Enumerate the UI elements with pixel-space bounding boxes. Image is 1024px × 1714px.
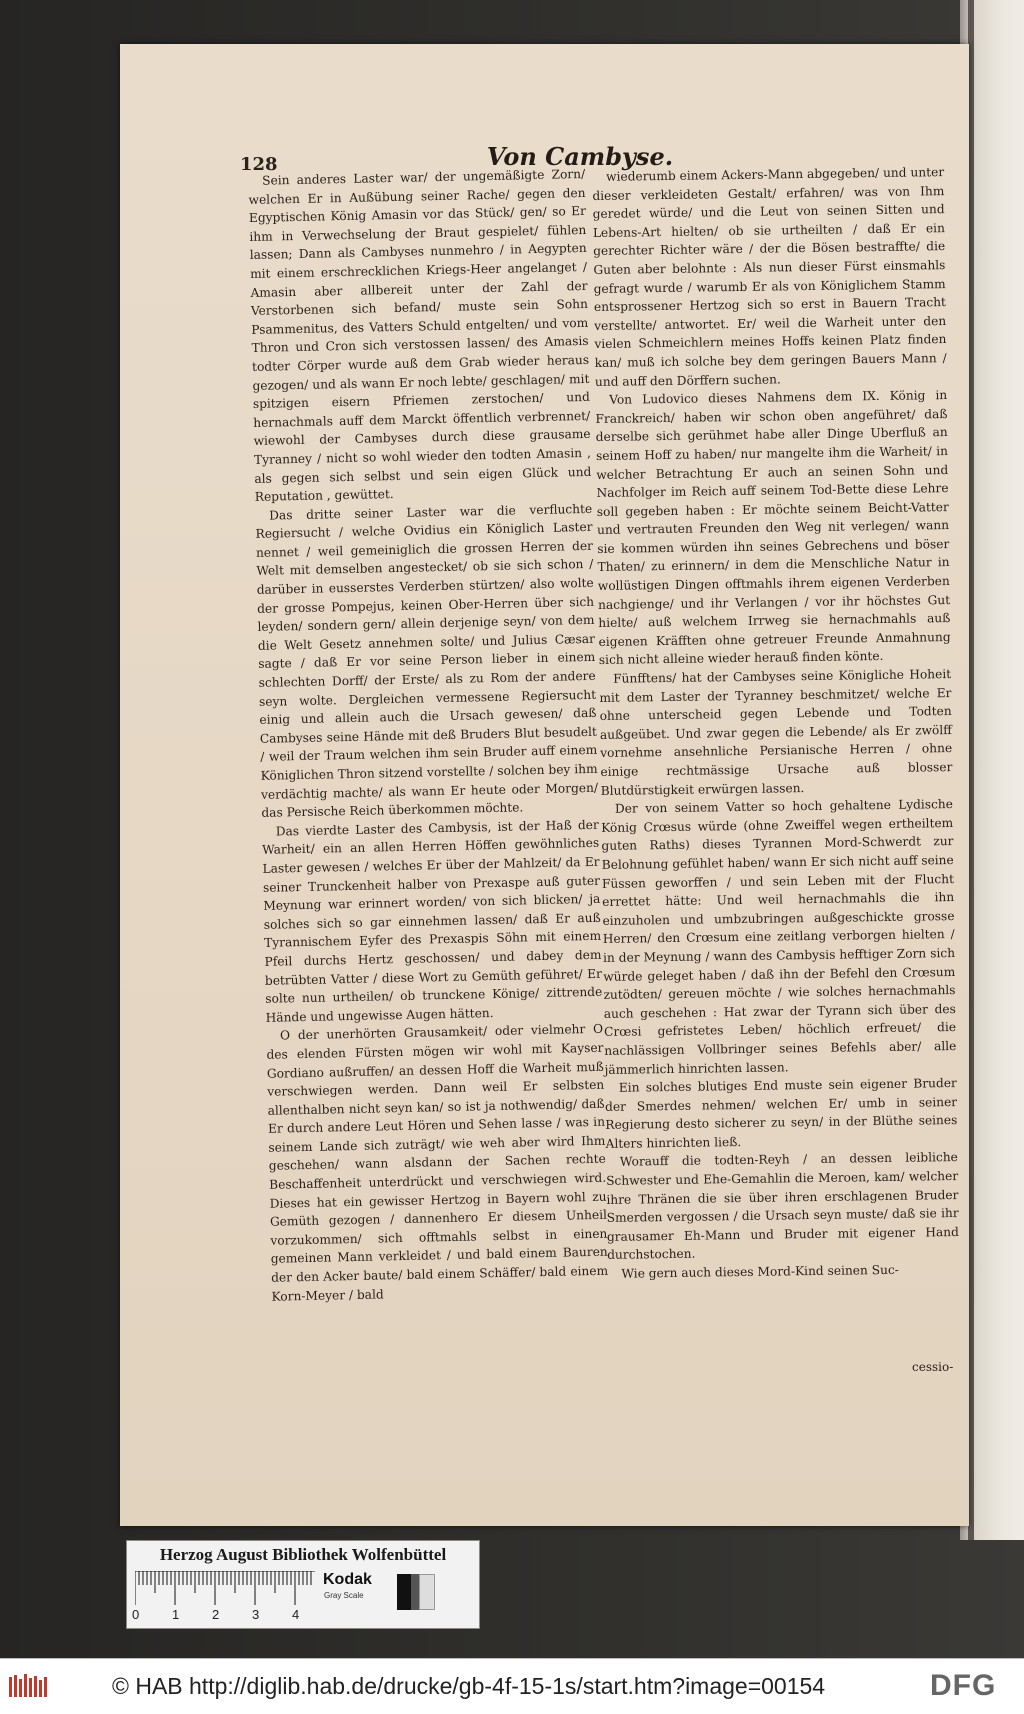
paragraph: Wie gern auch dieses Mord-Kind seinen Suc- <box>621 1262 899 1281</box>
paragraph: wiederumb einem Ackers-Mann abgegeben/ und unter dieser verkleideten Gestalt/ erfahren/ was von Ihm geredet würde/ und die Leut von seinen Sitten und Lebens-Art hielten/ ob sie urtheilten / daß Er ein gerechter Richter wäre / der die Bösen bestraffte/ die Guten aber belohnte : Als nun dieser Fürst einsmahls gefragt wurde / warumb Er als von Königlichem Stamm entsprossener Hertzog sich so erst in Bauern Tracht verstellte/ antwortet. Er/ weil die Warheit unter den vielen Schmeichlern meines Hoffs keinen Platz finden kan/ muß ich solche bey dem geringen Bauers Mann / und auff den Dörffern suchen. <box>592 165 947 389</box>
ruler-number: 0 <box>132 1607 140 1622</box>
kodak-label: Kodak <box>323 1571 372 1588</box>
paragraph: Worauff die todten-Reyh / an dessen leibliche Schwester und Ehe-Gemahlin die Meroen, kam/ welcher ihre Thränen die sie über ihren erschlagenen Bruder Smerden vergossen / die Ursach seyn muste/ daß sie ihr grausamer Eh-Mann und Bruder mit eigener Hand durchstochen. <box>606 1150 959 1263</box>
copyright-url[interactable]: © HAB http://diglib.hab.de/drucke/gb-4f-15-1s/start.htm?image=00154 <box>112 1673 826 1699</box>
ruler-scale <box>135 1571 315 1607</box>
paragraph: Fünfftens/ hat der Cambyses seine Königliche Hoheit mit dem Laster der Tyranney beschmitzet/ welche Er ohne unterscheid gegen Lebende und Todten außgeübet. Und zwar gegen die Lebende/ als Er zwölff vornehme ansehnliche Persianische Herren / ohne einige rechtmässige Ursache auß blosser Blutdürstigkeit erwürgen lassen. <box>599 667 953 798</box>
ruler-number: 3 <box>252 1607 260 1622</box>
viewer-footer <box>0 1658 1024 1714</box>
running-head: Von Cambyse. <box>486 142 674 171</box>
library-logo-icon <box>8 1673 50 1699</box>
gray-patch-black <box>397 1574 411 1610</box>
paragraph: O der unerhörten Grausamkeit/ oder vielmehr O des elenden Fürsten mögen wir wohl mit Kayser Gordiano außruffen/ an dessen Hoff die Warheit muß verschwiegen werden. Dann weil Er selbsten allenthalben nicht seyn kan/ so ist ja nothwendig/ daß Er durch andere Leut Hören und Sehen lasse / was in seinem Lande sich zuträgt/ wie weh aber wird Ihm geschehen/ wann alsdann der Sachen rechte Beschaffenheit unterdrückt und verschwiegen wird. Dieses hat ein gewisser Hertzog in Bayern wohl zu Gemüth gezogen / dannenhero Er diesem Unheil vorzukommen/ sich offtmahls selbst in einen gemeinen Mann verkleidet / und bald einem Bauren der den Acker baute/ bald einem Schäffer/ bald einem Korn-Meyer / bald <box>266 1022 609 1304</box>
paragraph: Ein solches blutiges End muste sein eigener Bruder der Smerdes nehmen/ welchen Er/ umb in seiner Regierung desto sicherer zu seyn/ in der Blüthe seines Alters hinrichten ließ. <box>605 1076 958 1151</box>
ruler-number: 4 <box>292 1607 300 1622</box>
paragraph: Das dritte seiner Laster war die verfluchte Regiersucht / welche Ovidius ein Königlich Laster nennet / weil gemeiniglich die grossen Herren der Welt mit demselben angestecket/ ob sie sich schon / darüber in eusserstes Verderben stürtzen/ also wolte der grosse Pompejus, keinen Ober-Herren über sich leyden/ sondern gern/ allein derjenige seyn/ von dem die Welt Gesetz annehmen solte/ und Julius Cæsar sagte / daß Er vor seine Person lieber in einem schlechten Dorff/ der Erste/ als zu Rom der andere seyn wolte. Dergleichen vermessene Regiersucht einig und allein auch die Ursach gewesen/ daß Cambyses seine Hände mit deß Bruders Blut besudelt / weil der Traum welchen ihm sein Bruder auff einem Königlichen Thron sitzend vorstellte / solchen bey ihm verdächtig machte/ als wann Er heute oder Morgen/ das Persische Reich überkommen möchte. <box>255 501 599 821</box>
paragraph: Das vierdte Laster des Cambysis, ist der Haß der Warheit/ ein an allen Herren Höffen gewöhnliches Laster gewesen / welches Er über der Mahlzeit/ da Er seiner Trunckenheit halber von Prexaspe auß guter Meynung war erinnert worden/ von sich blicken/ ja solches sich so gar einnehmen lassen/ daß Er auß Tyrannischem Eyfer des Prexaspis Söhn mit einem Pfeil durchs Hertz geschossen/ und dabey dem betrübten Vatter / diese Wort zu Gemüth geführet/ Er solte nun urtheilen/ ob trunckene Könige/ zittrende Hände und ungewisse Augen hätten. <box>262 817 603 1025</box>
paragraph: Der von seinem Vatter so hoch gehaltene Lydische König Crœsus würde (ohne Zweiffel wegen ertheiltem guten Raths) dieses Tyrannen Mord-Schwerdt zur Belohnung gefühlet haben/ wann Er sich nicht auff seine Füssen geworffen / und sein Leben mit der Flucht errettet hätte: Und weil hernachmahls die ihn einzuholen und umbzubringen außgeschickte grosse Herren/ den Crœsum eine zeitlang verborgen hielten / in der Meynung / wann des Cambysis hefftiger Zorn sich würde geleget haben / daß ihn der Befehl den Crœsum zutödten/ gereuen möchte / wie solches hernachmahls auch geschehen : Hat zwar der Tyrann sich über des Crœsi gefristetes Leben/ höchlich erfreuet/ die nachlässigen Vollbringer seines Befehls aber/ alle jämmerlich hinrichten lassen. <box>601 797 957 1077</box>
color-target-card <box>126 1540 480 1629</box>
left-text-column <box>248 165 609 1306</box>
gray-patch-light <box>419 1574 435 1610</box>
paragraph: Sein anderes Laster war/ der ungemäßigte Zorn/ welchen Er in Außübung seiner Rache/ gegen den Egyptischen König Amasin vor das Stück/ gen/ so Er ihm in Verwechselung der Braut gespielet/ fühlen lassen; Dann als Cambyses nunmehro / in Aegypten mit einem erschrecklichen Kriegs-Heer angelanget / Amasin aber allbereit unter der Zahl der Verstorbenen sich befand/ muste sein Sohn Psammenitus, des Vatters Schuld entgelten/ und vom Thron und Cron sich verstossen lassen/ des Amasis todter Cörper wurde auß dem Grab wieder heraus gezogen/ und als wann Er noch lebte/ geschlagen/ mit spitzigen eisern Pfriemen zerstochen/ und hernachmals auff dem Marckt öffentlich verbrennet/ wiewohl der Cambyses durch diese grausame Tyranney / nicht so wohl wieder den todten Amasin , als gegen sich selbst und sein eigen Glück und Reputation , gewüttet. <box>248 166 592 505</box>
page-number: 128 <box>240 154 278 175</box>
grayscale-label: Gray Scale <box>324 1591 364 1600</box>
dfg-logo: DFG <box>930 1669 997 1702</box>
library-label: Herzog August Bibliothek Wolfenbüttel <box>159 1545 447 1564</box>
book-page <box>120 44 969 1526</box>
ruler-number: 2 <box>212 1607 220 1622</box>
ruler-numbers <box>132 1607 315 1623</box>
right-text-column <box>592 163 960 1283</box>
ruler-number: 1 <box>172 1607 180 1622</box>
paragraph: Von Ludovico dieses Nahmens dem IX. König in Franckreich/ haben wir schon oben angeführet/ daß derselbe sich gerühmet habe aller Dinge Uberfluß an seinem Hoff zu haben/ nur mangelte ihm die Warheit/ in welcher Betrachtung Er auch an seinen Sohn und Nachfolger im Reich auff seinem Tod-Bette diese Lehre soll gegeben haben : Er möchte seinem Beicht-Vatter und vertrauten Freunden den Weg nit verlegen/ wann sie kommen würden ihn seines Gebrechens und böser Thaten/ zu erinnern/ in dem die Menschliche Natur in wollüstigen Dingen offtmahls ihrem eigenen Verderben nachgienge/ und ihr Verlangen / vor ihr höchstes Gut hielte/ auß welchem Irrweg sie hernachmahls auß eigenen Kräfften ohne getreuer Freunde Anmahnung sich nicht alleine wieder herauß finden könte. <box>595 388 951 668</box>
gray-patch-mid <box>411 1574 419 1610</box>
catchword: cessio- <box>912 1360 954 1374</box>
